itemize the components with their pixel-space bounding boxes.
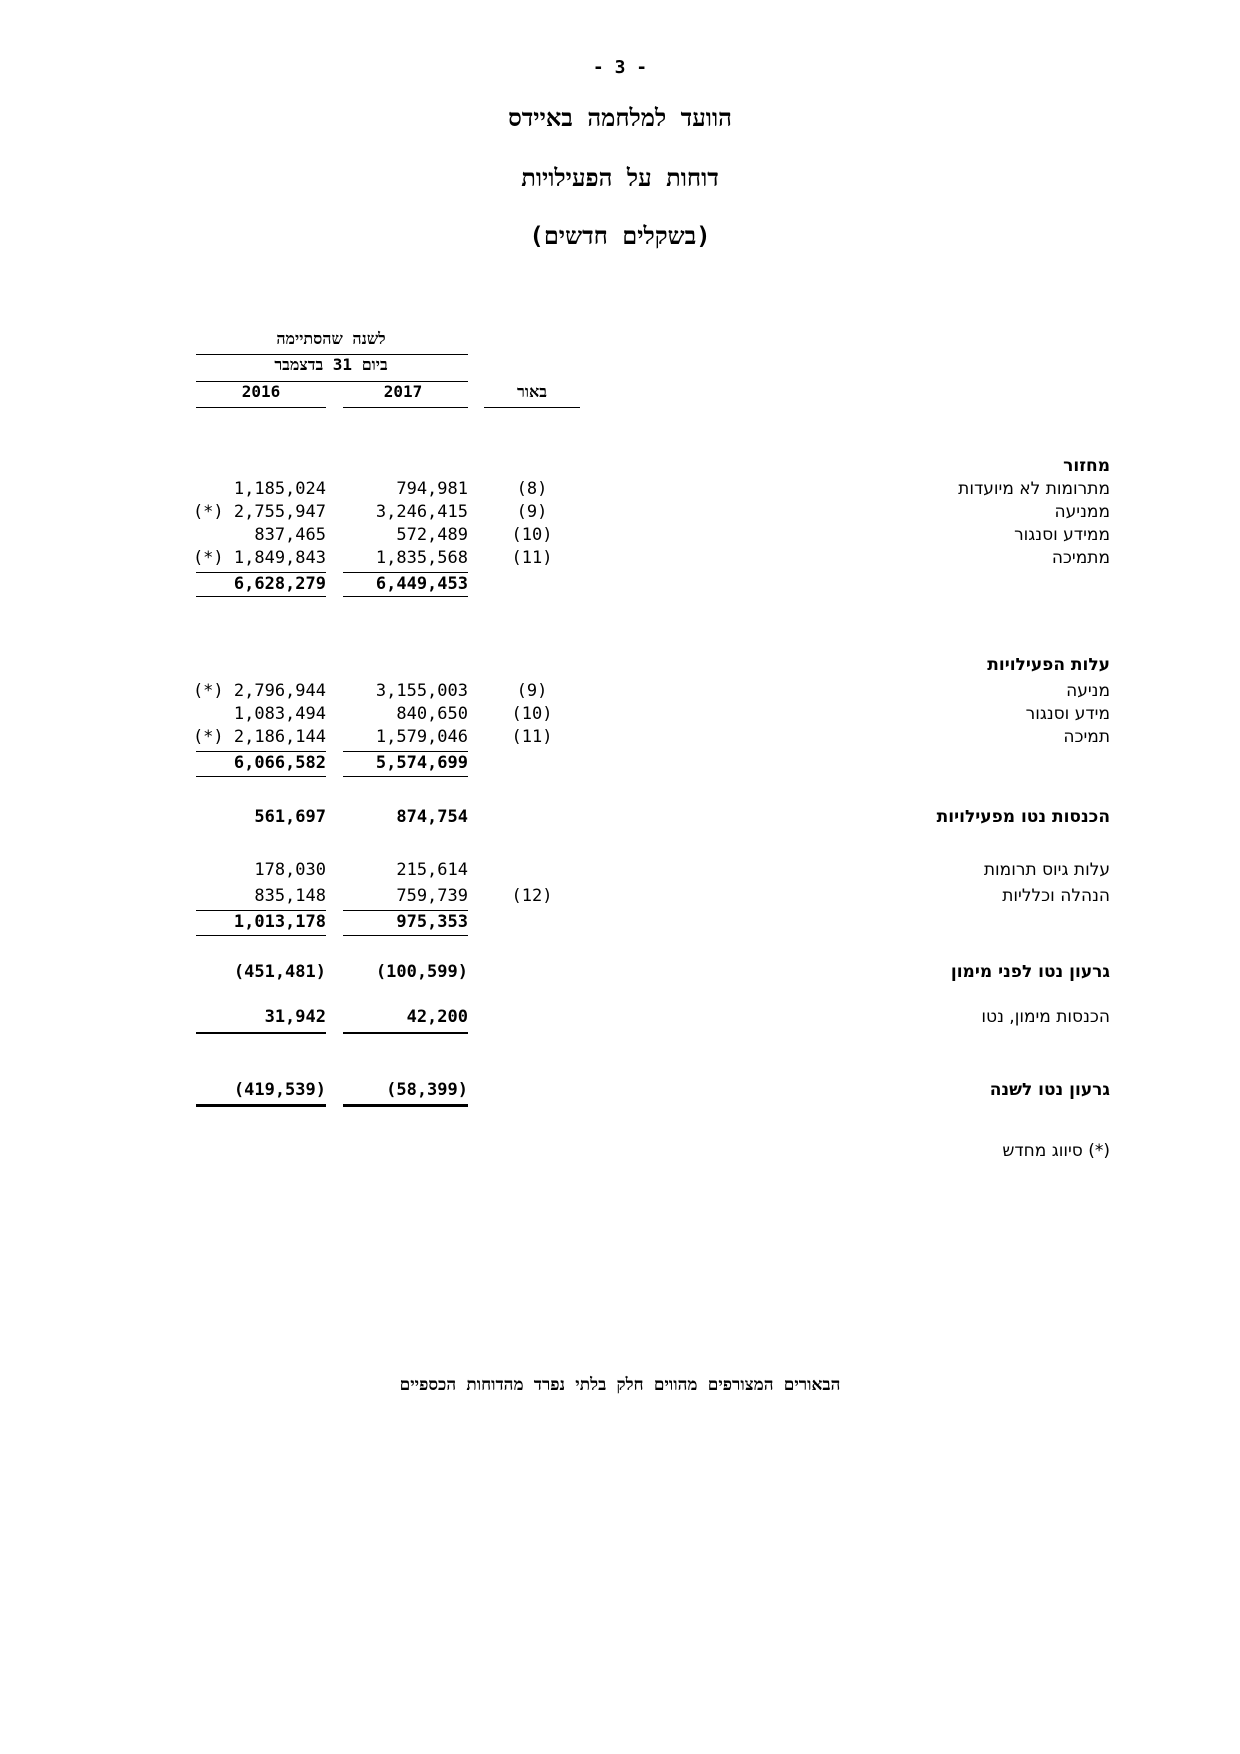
note-underline	[484, 407, 580, 408]
period-header-line2: ביום 31 בדצמבר	[274, 355, 388, 374]
row-note: (10)	[511, 704, 553, 724]
value-2016: 178,030	[254, 860, 326, 880]
value-2017: 572,489	[396, 525, 468, 545]
row-label: ממניעה	[1054, 502, 1110, 522]
expenses-total-rule-2016	[196, 935, 326, 936]
page-title: הוועד למלחמה באיידס	[508, 104, 732, 132]
net-deficit-rule-2016	[196, 1104, 326, 1107]
row-note: (9)	[516, 502, 548, 522]
value-2016: 837,465	[254, 525, 326, 545]
expenses-subtotal-rule-2017	[343, 910, 468, 911]
value-2016: (419,539)	[233, 1080, 326, 1100]
row-label: גרעון נטו לשנה	[989, 1080, 1110, 1100]
costs-subtotal-rule-2016	[196, 751, 326, 752]
value-2016: (*) 1,849,843	[192, 548, 326, 568]
costs-section-label: עלות הפעילויות	[987, 655, 1110, 675]
expenses-total-2017: 975,353	[396, 912, 468, 932]
value-2017: 1,835,568	[375, 548, 468, 568]
year-2016-underline	[196, 407, 326, 408]
value-2017: 3,246,415	[375, 502, 468, 522]
period-header-line1: לשנה שהסתיימה	[276, 329, 386, 348]
expenses-total-rule-2017	[343, 935, 468, 936]
row-label: גרעון נטו לפני מימון	[950, 962, 1110, 982]
expenses-total-2016: 1,013,178	[233, 912, 326, 932]
financing-rule-2017	[343, 1032, 468, 1034]
row-label: הנהלה וכלליות	[1002, 886, 1110, 906]
value-2016: 835,148	[254, 886, 326, 906]
year-2016-header: 2016	[241, 382, 281, 401]
row-label: תמיכה	[1063, 727, 1110, 747]
value-2017: 794,981	[396, 479, 468, 499]
costs-total-2017: 5,574,699	[375, 753, 468, 773]
financing-rule-2016	[196, 1032, 326, 1034]
page-number: - 3 -	[592, 57, 648, 78]
statement-footer: הבאורים המצורפים מהווים חלק בלתי נפרד מהדוחות הכספיים	[399, 1375, 841, 1395]
row-label: מידע וסנגור	[1025, 704, 1110, 724]
statement-subtitle: דוחות על הפעילויות	[521, 164, 719, 192]
row-label: עלות גיוס תרומות	[983, 860, 1110, 880]
row-note: (12)	[511, 886, 553, 906]
value-2017: 1,579,046	[375, 727, 468, 747]
row-note: (10)	[511, 525, 553, 545]
row-label: הכנסות מימון, נטו	[981, 1007, 1110, 1027]
value-2017: 759,739	[396, 886, 468, 906]
reclassification-footnote: (*) סיווג מחדש	[1002, 1141, 1110, 1161]
row-note: (11)	[511, 548, 553, 568]
value-2017: 3,155,003	[375, 681, 468, 701]
revenue-subtotal-rule-2016	[196, 572, 326, 573]
currency-note: (בשקלים חדשים)	[529, 222, 711, 250]
value-2016: 1,185,024	[233, 479, 326, 499]
costs-subtotal-rule-2017	[343, 751, 468, 752]
costs-total-rule-2017	[343, 776, 468, 777]
year-2017-underline	[343, 407, 468, 408]
revenue-section-label: מחזור	[1063, 456, 1110, 476]
revenue-total-rule-2016	[196, 596, 326, 597]
row-note: (8)	[516, 479, 548, 499]
row-label: מניעה	[1066, 681, 1110, 701]
net-deficit-rule-2017	[343, 1104, 468, 1107]
value-2017: 42,200	[406, 1007, 468, 1027]
value-2016: (*) 2,755,947	[192, 502, 326, 522]
value-2016: (*) 2,186,144	[192, 727, 326, 747]
row-label: מתמיכה	[1051, 548, 1110, 568]
revenue-total-2016: 6,628,279	[233, 574, 326, 594]
value-2016: 1,083,494	[233, 704, 326, 724]
costs-total-2016: 6,066,582	[233, 753, 326, 773]
row-label: ממידע וסנגור	[1014, 525, 1110, 545]
value-2017: 840,650	[396, 704, 468, 724]
revenue-total-2017: 6,449,453	[375, 574, 468, 594]
value-2017: (100,599)	[375, 962, 468, 982]
costs-total-rule-2016	[196, 776, 326, 777]
row-note: (9)	[516, 681, 548, 701]
value-2016: 31,942	[264, 1007, 326, 1027]
row-label: הכנסות נטו מפעילויות	[936, 807, 1110, 827]
value-2016: 561,697	[254, 807, 326, 827]
row-note: (11)	[511, 727, 553, 747]
value-2017: 215,614	[396, 860, 468, 880]
revenue-total-rule-2017	[343, 596, 468, 597]
year-2017-header: 2017	[383, 382, 423, 401]
value-2017: (58,399)	[386, 1080, 468, 1100]
expenses-subtotal-rule-2016	[196, 910, 326, 911]
note-column-header: באור	[517, 382, 547, 401]
revenue-subtotal-rule-2017	[343, 572, 468, 573]
value-2016: (*) 2,796,944	[192, 681, 326, 701]
value-2016: (451,481)	[233, 962, 326, 982]
value-2017: 874,754	[396, 807, 468, 827]
row-label: מתרומות לא מיועדות	[958, 479, 1110, 499]
